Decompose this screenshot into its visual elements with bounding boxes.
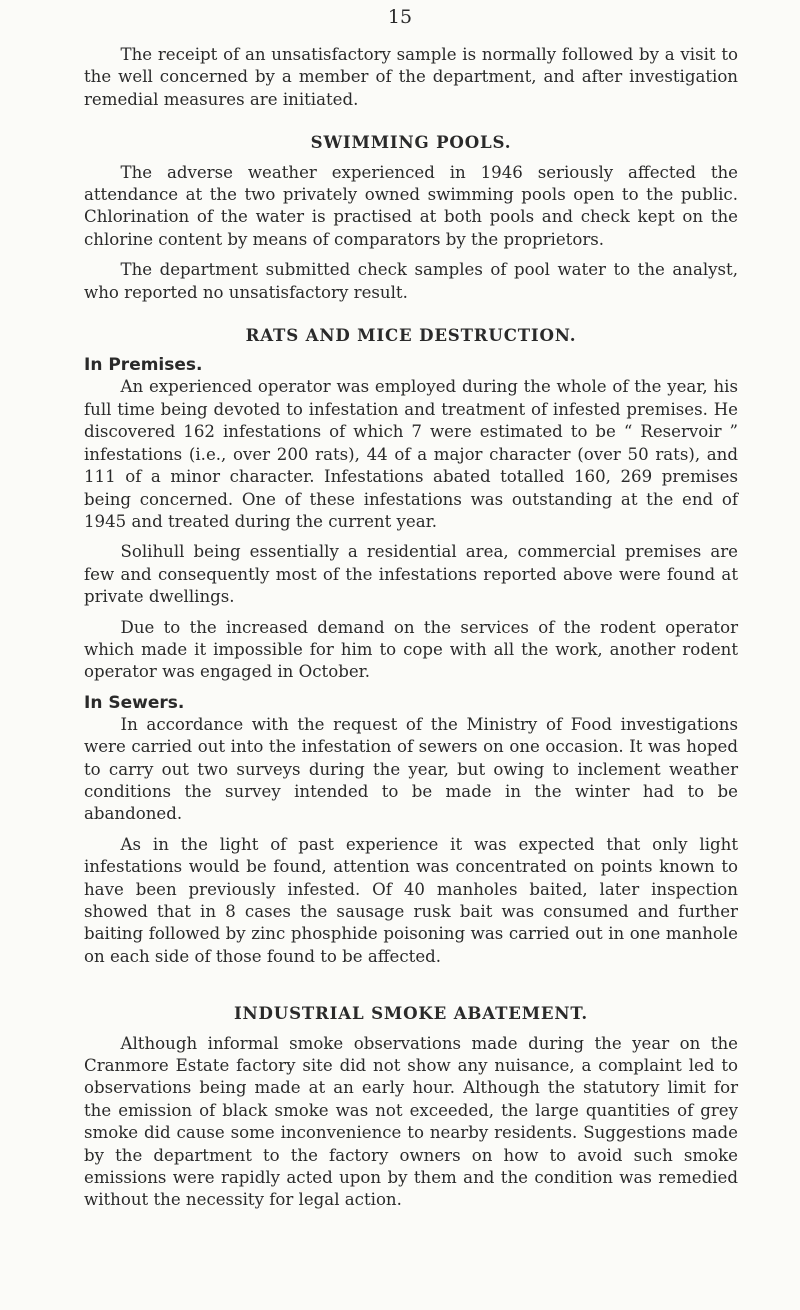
rats-mice-title: RATS AND MICE DESTRUCTION.	[245, 325, 577, 346]
page-number: 15	[387, 6, 413, 28]
sewers-paragraph: As in the light of past experience it was expected that only light infestations would be found, attention was concentrated on points known to have been previously infested. Of 40 manholes baited, later inspection showed that in 8 cases the sausage rusk bait was consumed and further baiting followed by zinc phosphide poisoning was carried out in one manhole on each side of those found to be affected.	[84, 834, 738, 966]
in-sewers-heading: In Sewers.	[84, 692, 185, 713]
smoke-abatement-paragraph: Although informal smoke observations made during the year on the Cranmore Estate factory site did not show any nuisance, a complaint led to observations being made at an early hour. Although the statutory limit for the emission of black smoke was not exceeded, the large quantities of grey smoke did cause some inconvenience to nearby residents. Suggestions made by the department to the factory owners on how to avoid such smoke emissions were rapidly acted upon by them and the condition was remedied without the necessity for legal action.	[84, 1033, 738, 1210]
intro-paragraph: The receipt of an unsatisfactory sample is normally followed by a visit to the well concerned by a member of the department, and after investigation remedial measures are initiated.	[84, 45, 738, 109]
page-content	[84, 44, 738, 1212]
swimming-pools-paragraph: The department submitted check samples of pool water to the analyst, who reported no unsatisfactory result.	[84, 260, 738, 302]
sewers-paragraph: In accordance with the request of the Ministry of Food investigations were carried out into the infestation of sewers on one occasion. It was hoped to carry out two surveys during the year, but owing to inclement weather conditions the survey intended to be made in the winter had to be abandoned.	[84, 714, 738, 824]
smoke-abatement-title: INDUSTRIAL SMOKE ABATEMENT.	[233, 1003, 589, 1024]
premises-paragraph: Due to the increased demand on the services of the rodent operator which made it impossible for him to cope with all the work, another rodent operator was engaged in October.	[84, 617, 738, 682]
premises-paragraph: Solihull being essentially a residential area, commercial premises are few and consequently most of the infestations reported above were found at private dwellings.	[84, 542, 738, 607]
swimming-pools-paragraph: The adverse weather experienced in 1946 seriously affected the attendance at the two privately owned swimming pools open to the public. Chlorination of the water is practised at both pools and check kept on the chlorine content by means of comparators by the proprietors.	[84, 162, 738, 249]
premises-paragraph: An experienced operator was employed during the whole of the year, his full time being devoted to infestation and treatment of infested premises. He discovered 162 infestations of which 7 were estimated to be “ Reservoir ” infestations (i.e., over 200 rats), 44 of a major character (over 50 rats), and 111 of a minor character. Infestations abated totalled 160, 269 premises being concerned. One of these infestations was outstanding at the end of 1945 and treated during the current year.	[84, 377, 738, 531]
swimming-pools-title: SWIMMING POOLS.	[310, 132, 512, 153]
in-premises-heading: In Premises.	[84, 355, 203, 376]
